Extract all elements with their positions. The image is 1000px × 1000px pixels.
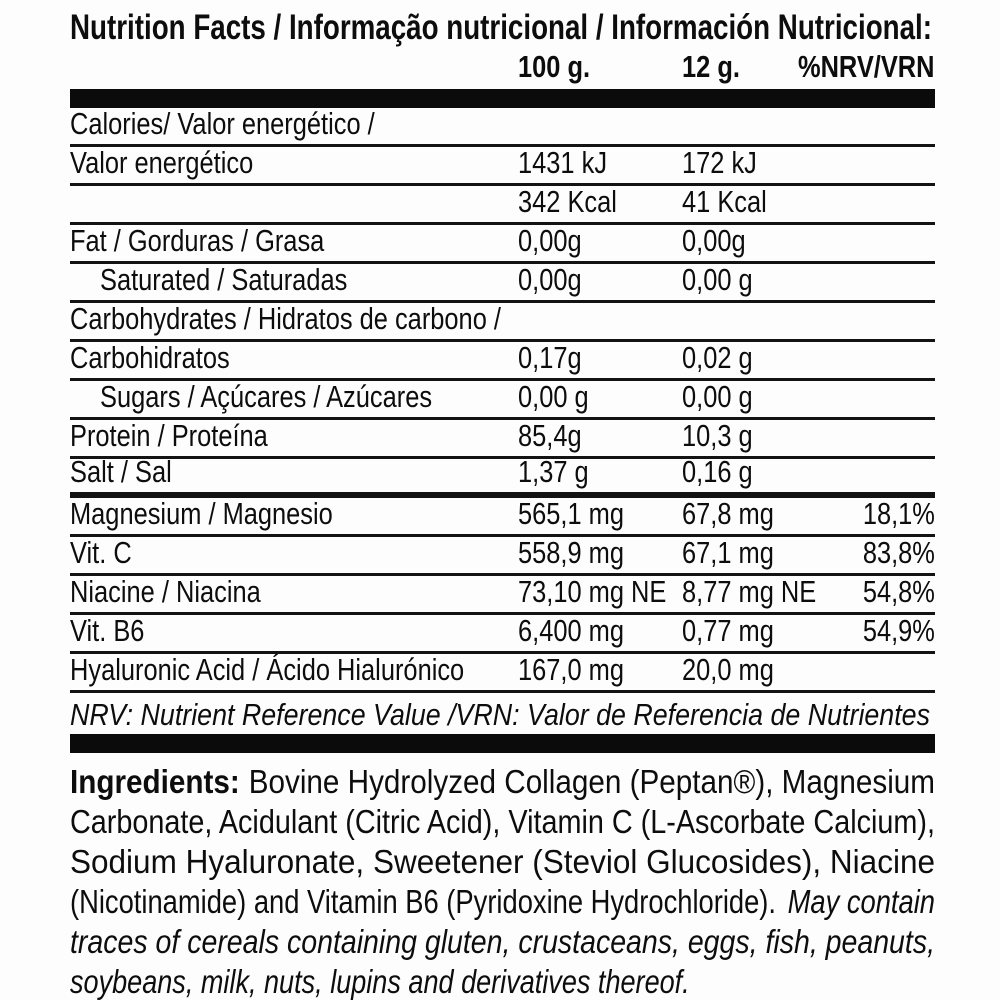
value-nrv: 18,1%	[862, 496, 935, 531]
nutrition-facts-title	[70, 0, 935, 50]
value-per-100g: 1431 kJ	[518, 145, 608, 180]
nutrition-facts-title-text: Nutrition Facts / Informação nutricional / Información Nutricional:	[70, 8, 932, 47]
value-per-100g: 0,17g	[518, 340, 582, 375]
column-header-12g: 12 g.	[682, 49, 740, 84]
table-row-calories	[70, 108, 935, 147]
nutrient-label: Vit. C	[70, 535, 132, 570]
allergen-warning-text: traces of cereals containing gluten, crustaceans, eggs, fish, peanuts,	[70, 923, 935, 960]
value-per-12g: 41 Kcal	[682, 184, 767, 219]
value-per-100g: 0,00g	[518, 262, 582, 297]
table-row-vitamin-c	[70, 537, 935, 576]
table-row-hyaluronic-acid	[70, 654, 935, 693]
table-row-sugars	[70, 381, 935, 420]
nutrient-label: Salt / Sal	[70, 454, 172, 489]
ingredients-line-text	[70, 762, 935, 802]
value-per-12g: 67,1 mg	[682, 535, 774, 570]
value-per-100g: 558,9 mg	[518, 535, 624, 570]
ingredients-line-text: Carbonate, Acidulant (Citric Acid), Vitamin C (L-Ascorbate Calcium),	[70, 803, 935, 840]
value-per-100g: 0,00g	[518, 223, 582, 258]
value-nrv: 83,8%	[862, 535, 935, 570]
ingredients-section	[70, 762, 935, 1000]
value-per-100g: 1,37 g	[518, 454, 589, 489]
nutrient-label: Calories/ Valor energético /	[70, 106, 375, 141]
table-row-energy-kcal	[70, 186, 935, 225]
column-header-100g: 100 g.	[518, 49, 591, 84]
value-per-12g: 172 kJ	[682, 145, 757, 180]
nutrient-label: Niacine / Niacina	[70, 574, 261, 609]
value-per-12g: 0,00 g	[682, 379, 753, 414]
nrv-footnote	[70, 693, 935, 734]
ingredients-line	[70, 802, 935, 842]
value-per-100g: 342 Kcal	[518, 184, 617, 219]
nutrient-label: Vit. B6	[70, 613, 145, 648]
table-row-carbohidratos	[70, 342, 935, 381]
nutrient-label: Carbohidratos	[70, 340, 230, 375]
ingredients-line	[70, 842, 935, 882]
value-per-100g: 73,10 mg NE	[518, 574, 667, 609]
value-per-12g: 0,00g	[682, 223, 746, 258]
value-per-100g: 0,00 g	[518, 379, 589, 414]
nrv-footnote-text: NRV: Nutrient Reference Value /VRN: Valor de Referencia de Nutrientes	[70, 697, 930, 732]
value-per-100g: 167,0 mg	[518, 652, 624, 687]
table-row-saturated-fat	[70, 264, 935, 303]
nutrient-label: Protein / Proteína	[70, 418, 268, 453]
column-header-row	[70, 50, 935, 86]
value-per-12g: 8,77 mg NE	[682, 574, 817, 609]
table-row-vitamin-b6	[70, 615, 935, 654]
section-divider-bar	[70, 734, 935, 753]
value-per-100g: 85,4g	[518, 418, 582, 453]
value-nrv: 54,8%	[862, 574, 935, 609]
value-per-12g: 0,00 g	[682, 262, 753, 297]
table-row-carbohydrates	[70, 303, 935, 342]
value-per-100g: 565,1 mg	[518, 496, 624, 531]
nutrient-label: Saturated / Saturadas	[100, 262, 348, 297]
ingredients-line-text	[70, 882, 935, 922]
value-per-12g: 0,77 mg	[682, 613, 774, 648]
table-row-protein	[70, 420, 935, 459]
ingredients-line	[70, 762, 935, 802]
value-per-100g: 6,400 mg	[518, 613, 624, 648]
label-content	[70, 0, 935, 1000]
nutrient-label: Fat / Gorduras / Grasa	[70, 223, 325, 258]
value-per-12g: 0,16 g	[682, 454, 753, 489]
nutrient-label: Valor energético	[70, 145, 254, 180]
ingredients-line	[70, 922, 935, 962]
ingredients-text: (Nicotinamide) and Vitamin B6 (Pyridoxine Hydrochloride).	[70, 883, 776, 920]
table-row-fat	[70, 225, 935, 264]
ingredients-text: Bovine Hydrolyzed Collagen (Peptan®), Magnesium	[248, 763, 936, 800]
table-row-energy-kj	[70, 147, 935, 186]
allergen-warning-text: soybeans, milk, nuts, lupins and derivatives thereof.	[70, 963, 690, 1000]
nutrient-label: Hyaluronic Acid / Ácido Hialurónico	[70, 652, 465, 687]
table-row-salt	[70, 454, 935, 498]
table-row-niacine	[70, 576, 935, 615]
value-nrv: 54,9%	[862, 613, 935, 648]
table-row-magnesium	[70, 498, 935, 537]
nutrient-label: Carbohydrates / Hidratos de carbono /	[70, 301, 501, 336]
value-per-12g: 0,02 g	[682, 340, 753, 375]
column-header-nrv: %NRV/VRN	[798, 49, 935, 84]
nutrient-label: Magnesium / Magnesio	[70, 496, 333, 531]
nutrient-label: Sugars / Açúcares / Azúcares	[100, 379, 433, 414]
ingredients-line-text: Sodium Hyaluronate, Sweetener (Steviol Glucosides), Niacine	[70, 843, 935, 880]
allergen-warning-text: May contain	[787, 883, 935, 920]
value-per-12g: 20,0 mg	[682, 652, 774, 687]
value-per-12g: 10,3 g	[682, 418, 753, 453]
ingredients-heading: Ingredients:	[70, 763, 240, 800]
ingredients-line	[70, 962, 935, 1000]
value-per-12g: 67,8 mg	[682, 496, 774, 531]
ingredients-line	[70, 882, 935, 922]
